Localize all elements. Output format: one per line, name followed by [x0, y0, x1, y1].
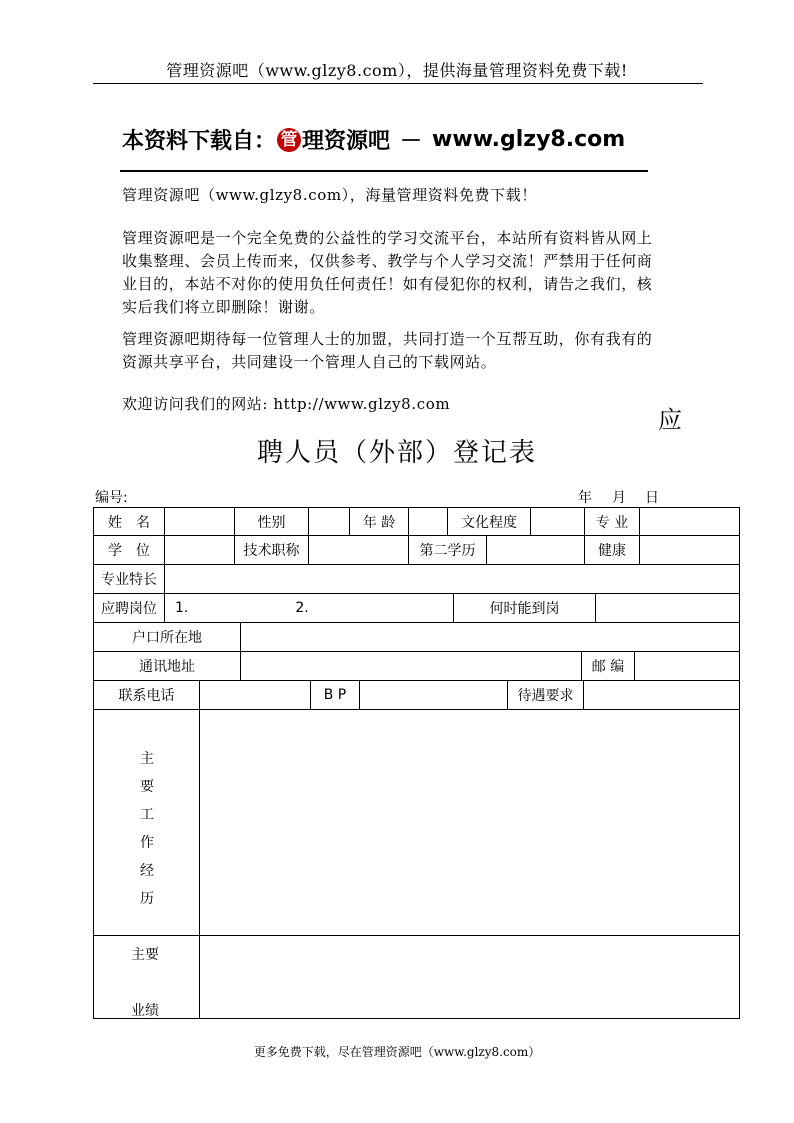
input-education[interactable]: [530, 507, 585, 536]
achievement-label-2: 业绩: [131, 1003, 159, 1019]
label-title: 技术职称: [234, 535, 309, 565]
source-banner: [122, 124, 625, 155]
label-gender: 性别: [234, 507, 309, 536]
title-prefix: 应: [658, 406, 682, 434]
label-name: 姓 名: [93, 507, 165, 536]
label-address: 通讯地址: [93, 651, 241, 681]
label-age: 年 龄: [349, 507, 409, 536]
header-rule: [93, 83, 703, 84]
input-achievement[interactable]: [199, 935, 740, 1019]
achievement-label-1: 主要: [131, 947, 159, 963]
input-hukou[interactable]: [240, 622, 740, 652]
banner-url: www.glzy8.com: [432, 127, 626, 152]
label-phone: 联系电话: [93, 680, 200, 710]
input-second-degree[interactable]: [486, 535, 585, 565]
input-salary[interactable]: [583, 680, 740, 710]
label-education: 文化程度: [447, 507, 531, 536]
site-logo-icon: 管: [277, 128, 301, 152]
label-bp: B P: [310, 680, 360, 710]
banner-prefix: 本资料下载自：: [122, 129, 277, 154]
notice-paragraph-3: 管理资源吧期待每一位管理人士的加盟，共同打造一个互帮互助，你有我有的资源共享平台，共同建设一个管理人自己的下载网站。: [122, 330, 653, 371]
input-gender[interactable]: [308, 507, 350, 536]
date-month: 月: [612, 490, 626, 506]
banner-dash: －: [400, 129, 423, 154]
input-start-date[interactable]: [595, 593, 740, 623]
input-name[interactable]: [164, 507, 235, 536]
input-experience[interactable]: [199, 709, 740, 936]
input-position[interactable]: [164, 593, 454, 623]
position-choice-2: 2.: [295, 600, 309, 616]
experience-char-3: 工: [140, 807, 154, 823]
position-choice-1: 1.: [175, 600, 189, 616]
banner-site-name: 理资源吧: [302, 129, 391, 154]
input-postcode[interactable]: [634, 651, 740, 681]
label-major: 专 业: [584, 507, 640, 536]
notice-paragraph-2: 管理资源吧是一个完全免费的公益性的学习交流平台，本站所有资料皆从网上收集整理、会员上传而来，仅供参考、教学与个人学习交流！严禁用于任何商业目的，本站不对你的使用负任何责任！如有侵犯你的权利，请告之我们，核实后我们将立即删除！谢谢。: [122, 229, 653, 316]
label-start-date: 何时能到岗: [453, 593, 596, 623]
input-address[interactable]: [240, 651, 582, 681]
banner-rule: [120, 170, 648, 172]
input-bp[interactable]: [359, 680, 508, 710]
label-health: 健康: [584, 535, 640, 565]
input-phone[interactable]: [199, 680, 311, 710]
input-degree[interactable]: [164, 535, 235, 565]
date-day: 日: [645, 490, 659, 506]
page-header: 管理资源吧（www.glzy8.com），提供海量管理资料免费下载!: [166, 61, 628, 80]
label-degree: 学 位: [93, 535, 165, 565]
date-year: 年: [578, 490, 592, 506]
input-health[interactable]: [639, 535, 740, 565]
page-footer: 更多免费下载，尽在管理资源吧（www.glzy8.com）: [253, 1045, 541, 1059]
label-postcode: 邮 编: [581, 651, 635, 681]
experience-char-4: 作: [140, 835, 154, 851]
input-specialty[interactable]: [164, 564, 740, 594]
experience-char-6: 历: [140, 891, 154, 907]
label-second-degree: 第二学历: [408, 535, 487, 565]
experience-char-2: 要: [140, 779, 154, 795]
form-title: 聘人员（外部）登记表: [256, 438, 537, 468]
notice-line-1: 管理资源吧（www.glzy8.com），海量管理资料免费下载！: [122, 186, 537, 204]
input-title[interactable]: [308, 535, 409, 565]
experience-char-5: 经: [140, 863, 154, 879]
notice-line-4: 欢迎访问我们的网站: http://www.glzy8.com: [122, 395, 451, 413]
label-hukou: 户口所在地: [93, 622, 241, 652]
number-label: 编号:: [95, 490, 128, 506]
input-age[interactable]: [408, 507, 448, 536]
experience-char-1: 主: [140, 751, 154, 767]
label-salary: 待遇要求: [507, 680, 584, 710]
label-position: 应聘岗位: [93, 593, 165, 623]
input-major[interactable]: [639, 507, 740, 536]
label-specialty: 专业特长: [93, 564, 165, 594]
